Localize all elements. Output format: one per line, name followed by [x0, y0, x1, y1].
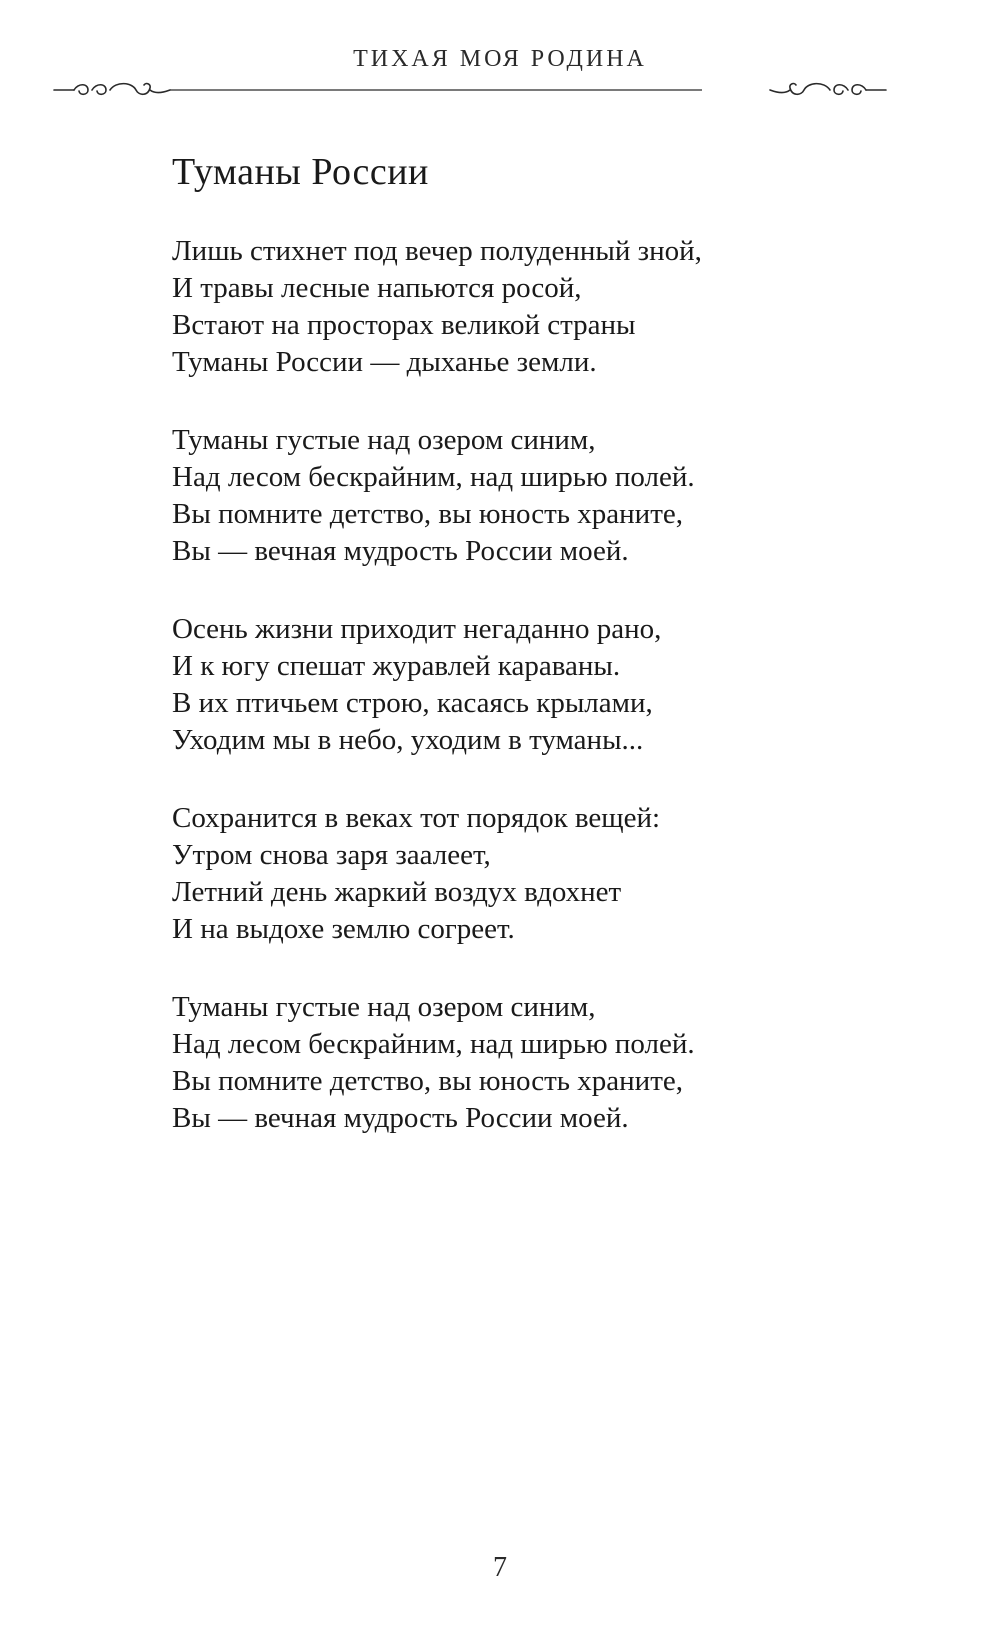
poem-line: Вы помните детство, вы юность храните, [172, 498, 683, 530]
poem-line: Уходим мы в небо, уходим в туманы... [172, 724, 644, 756]
ornamental-rule [52, 78, 888, 102]
poem-line: Над лесом бескрайним, над ширью полей. [172, 1028, 695, 1060]
page-number: 7 [493, 1552, 507, 1583]
running-header: ТИХАЯ МОЯ РОДИНА [353, 46, 647, 72]
poem-line: Осень жизни приходит негаданно рано, [172, 613, 662, 645]
stanza-1 [172, 233, 872, 381]
stanza-2 [172, 422, 872, 570]
poem-line: И травы лесные напьются росой, [172, 272, 582, 304]
poem-line: Туманы густые над озером синим, [172, 424, 596, 456]
stanza-3 [172, 611, 872, 759]
poem-line: Вы — вечная мудрость России моей. [172, 1102, 629, 1134]
poem-line: Летний день жаркий воздух вдохнет [172, 876, 622, 908]
poem-line: В их птичьем строю, касаясь крылами, [172, 687, 653, 719]
poem-line: Встают на просторах великой страны [172, 309, 636, 341]
left-flourish-icon [54, 84, 170, 95]
poem-line: Туманы густые над озером синим, [172, 991, 596, 1023]
poem-title: Туманы России [172, 151, 429, 193]
poem-line: И к югу спешат журавлей караваны. [172, 650, 621, 682]
poem-line: Вы помните детство, вы юность храните, [172, 1065, 683, 1097]
poem-line: Сохранится в веках тот порядок вещей: [172, 802, 661, 834]
stanza-4 [172, 800, 872, 948]
right-flourish-icon [770, 84, 886, 95]
poem-line: Утром снова заря заалеет, [172, 839, 491, 871]
poem-line: Над лесом бескрайним, над ширью полей. [172, 461, 695, 493]
stanza-5 [172, 989, 872, 1137]
poem-line: И на выдохе землю согреет. [172, 913, 515, 945]
poem-body [172, 233, 872, 1178]
poem-line: Туманы России — дыханье земли. [172, 346, 597, 378]
poem-line: Вы — вечная мудрость России моей. [172, 535, 629, 567]
poem-line: Лишь стихнет под вечер полуденный зной, [172, 235, 702, 267]
